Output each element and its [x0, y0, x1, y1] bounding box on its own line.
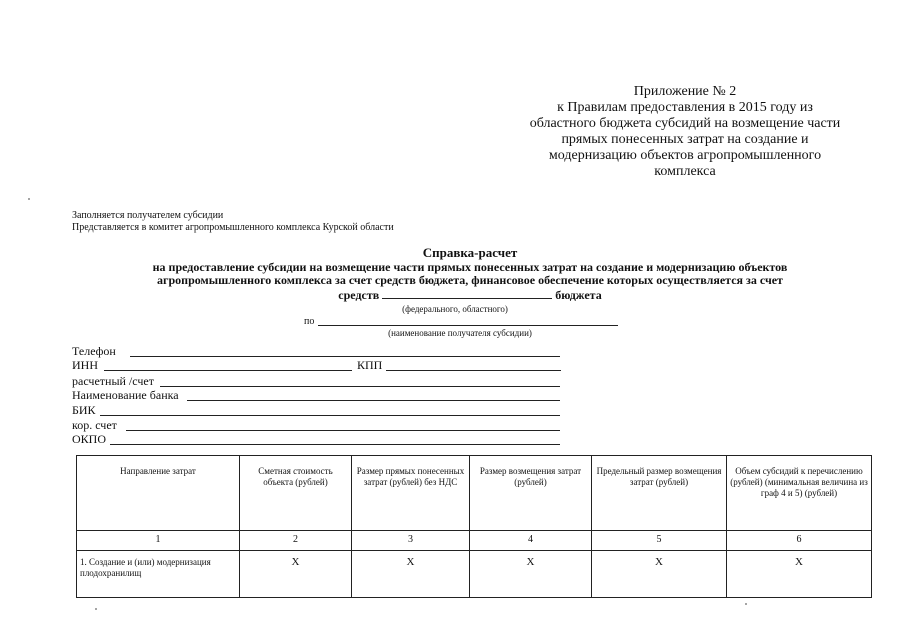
form-title: Справка-расчет — [422, 245, 518, 260]
okpo-field — [72, 432, 562, 446]
header-cell: Направление затрат — [77, 456, 240, 531]
inn-label: ИНН — [72, 358, 98, 372]
note-submitted-to: Представляется в комитет агропромышленного комплекса Курской области — [72, 222, 394, 233]
table-row — [77, 551, 872, 598]
bank-field — [72, 388, 562, 402]
corr-account-label: кор. счет — [72, 418, 117, 432]
appendix-line: Приложение № 2 — [633, 84, 737, 99]
account-label: расчетный /счет — [72, 374, 154, 388]
table-cell[interactable]: Х — [727, 551, 872, 598]
kpp-input-line[interactable] — [386, 370, 561, 371]
bank-input-line[interactable] — [187, 400, 560, 401]
form-subtitle-line3 — [80, 287, 860, 302]
header-cell: Сметная стоимость объекта (рублей) — [240, 456, 352, 531]
appendix-line: модернизацию объектов агропромышленного — [548, 148, 822, 163]
budget-input-line[interactable] — [382, 287, 552, 299]
okpo-label: ОКПО — [72, 432, 107, 446]
column-number: 3 — [352, 531, 470, 551]
header-cell: Объем субсидий к перечислению (рублей) (минимальная величина из граф 4 и 5) (рублей) — [727, 456, 872, 531]
header-cell: Предельный размер возмещения затрат (рублей) — [592, 456, 727, 531]
inn-kpp-field — [72, 358, 562, 372]
phone-input-line[interactable] — [130, 356, 560, 357]
corr-account-input-line[interactable] — [126, 430, 560, 431]
by-label: по — [304, 316, 315, 327]
form-subtitle-line1: на предоставление субсидии на возмещение части прямых понесенных затрат на создание и модернизацию объектов — [152, 260, 788, 274]
calculation-table — [76, 455, 872, 598]
form-subtitle-line2: агропромышленного комплекса за счет средств бюджета, финансовое обеспечение которых осуществляется за счет — [157, 273, 783, 287]
header-cell: Размер возмещения затрат (рублей) — [470, 456, 592, 531]
account-input-line[interactable] — [160, 386, 560, 387]
inn-input-line[interactable] — [104, 370, 352, 371]
subtitle-suffix: бюджета — [555, 288, 602, 302]
recipient-input-line[interactable] — [318, 325, 618, 326]
table-cell[interactable]: Х — [240, 551, 352, 598]
bik-input-line[interactable] — [100, 415, 560, 416]
appendix-line: комплекса — [654, 164, 716, 179]
bik-label: БИК — [72, 403, 96, 417]
table-header-row — [77, 456, 872, 531]
table-cell: 1. Создание и (или) модернизация плодохранилищ — [77, 551, 240, 598]
scan-speck — [745, 603, 747, 605]
note-filled-by: Заполняется получателем субсидии — [72, 210, 224, 221]
appendix-line: прямых понесенных затрат на создание и — [561, 132, 809, 147]
appendix-block — [480, 84, 890, 180]
appendix-line: к Правилам предоставления в 2015 году из — [557, 100, 813, 115]
okpo-input-line[interactable] — [110, 444, 560, 445]
column-number: 2 — [240, 531, 352, 551]
header-cell: Размер прямых понесенных затрат (рублей) без НДС — [352, 456, 470, 531]
recipient-caption: (наименование получателя субсидии) — [388, 328, 532, 338]
corr-account-field — [72, 418, 562, 432]
subtitle-prefix: средств — [338, 288, 380, 302]
scan-speck — [95, 608, 97, 610]
bik-field — [72, 403, 562, 417]
phone-label: Телефон — [72, 344, 116, 358]
phone-field — [72, 344, 562, 358]
table-number-row — [77, 531, 872, 551]
kpp-label: КПП — [357, 358, 383, 372]
column-number: 4 — [470, 531, 592, 551]
column-number: 1 — [77, 531, 240, 551]
table-cell[interactable]: Х — [352, 551, 470, 598]
appendix-line: областного бюджета субсидий на возмещение части — [529, 116, 841, 131]
table-cell[interactable]: Х — [592, 551, 727, 598]
scan-speck — [28, 198, 30, 200]
bank-label: Наименование банка — [72, 388, 179, 402]
column-number: 5 — [592, 531, 727, 551]
budget-caption: (федерального, областного) — [402, 304, 508, 314]
column-number: 6 — [727, 531, 872, 551]
table-cell[interactable]: Х — [470, 551, 592, 598]
account-field — [72, 374, 562, 388]
